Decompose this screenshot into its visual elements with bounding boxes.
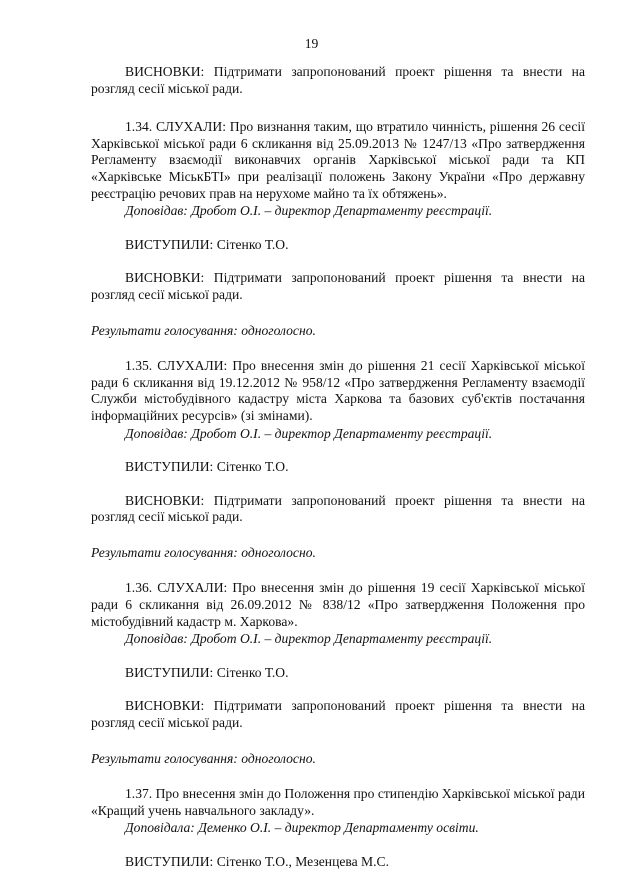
page-number: 19 — [304, 36, 319, 51]
speaker-line: Доповідала: Деменко О.І. – директор Департаменту освіти. — [125, 820, 479, 836]
conclusion-paragraph: ВИСНОВКИ: Підтримати запропонований проект рішення та внести на розгляд сесії міської ради. — [91, 270, 585, 302]
voting-result: Результати голосування: одноголосно. — [91, 544, 316, 560]
speakers-line: ВИСТУПИЛИ: Сітенко Т.О. — [125, 236, 289, 252]
document-body — [91, 64, 585, 871]
agenda-item-1-35: 1.35. СЛУХАЛИ: Про внесення змін до рішення 21 сесії Харківської міської ради 6 скликання від 19.12.2012 № 958/12 «Про затвердження Регламенту взаємодії Служби містобудівного кадастру міста Харкова та базових суб'єктів постачання інформаційних ресурсів» (зі змінами). — [91, 358, 585, 423]
voting-result: Результати голосування: одноголосно. — [91, 750, 316, 766]
speakers-line: ВИСТУПИЛИ: Сітенко Т.О. — [125, 664, 289, 680]
speakers-line: ВИСТУПИЛИ: Сітенко Т.О. — [125, 459, 289, 475]
speaker-line: Доповідав: Дробот О.І. – директор Департаменту реєстрації. — [125, 631, 493, 647]
speaker-line: Доповідав: Дробот О.І. – директор Департаменту реєстрації. — [125, 203, 493, 219]
agenda-item-1-37: 1.37. Про внесення змін до Положення про стипендію Харківської міської ради «Кращий учень навчального закладу». — [91, 786, 585, 818]
conclusion-paragraph: ВИСНОВКИ: Підтримати запропонований проект рішення та внести на розгляд сесії міської ради. — [91, 698, 585, 731]
conclusion-paragraph: ВИСНОВКИ: Підтримати запропонований проект рішення та внести на розгляд сесії міської ради. — [91, 492, 585, 525]
speaker-line: Доповідав: Дробот О.І. – директор Департаменту реєстрації. — [125, 425, 493, 441]
agenda-item-1-36: 1.36. СЛУХАЛИ: Про внесення змін до рішення 19 сесії Харківської міської ради 6 скликання від 26.09.2012 № 838/12 «Про затвердження Положення про містобудівний кадастр м. Харкова». — [91, 580, 585, 629]
speakers-line: ВИСТУПИЛИ: Сітенко Т.О., Мезенцева М.С. — [125, 854, 389, 869]
conclusion-paragraph: ВИСНОВКИ: Підтримати запропонований проект рішення та внести на розгляд сесії міської ради. — [91, 64, 585, 96]
agenda-item-1-34: 1.34. СЛУХАЛИ: Про визнання таким, що втратило чинність, рішення 26 сесії Харківської міської ради 6 скликання від 25.09.2013 № 1247/13 «Про затвердження Регламенту взаємодії виконавчих органів Харківської міської ради та КП «Харківське МіськБТІ» при реалізації положень Закону України «Про державну реєстрацію речових прав на нерухоме майно та їх обтяжень». — [91, 119, 585, 201]
voting-result: Результати голосування: одноголосно. — [91, 322, 316, 338]
